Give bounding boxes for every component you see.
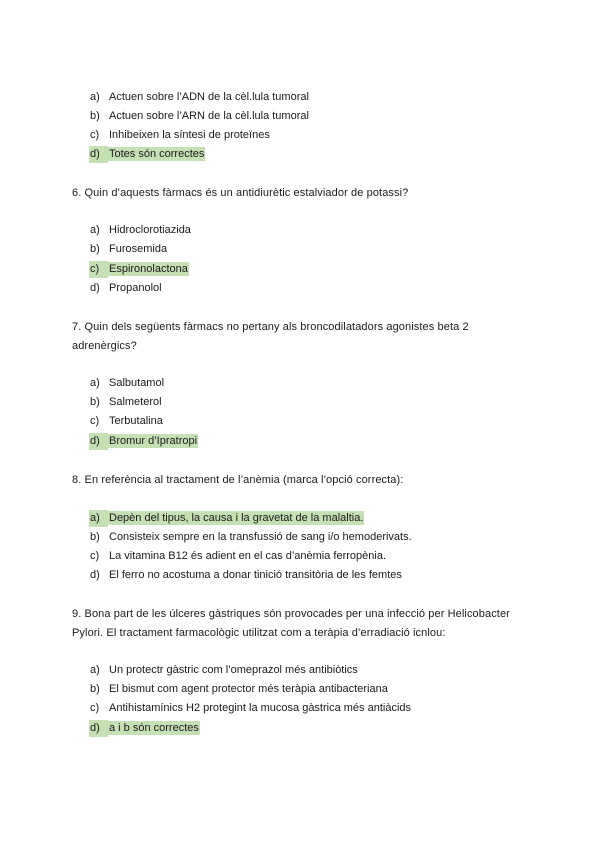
- option-text: Furosemida: [109, 243, 168, 255]
- option-text: Propanolol: [109, 282, 162, 294]
- q7-question-line2: adrenèrgics?: [72, 340, 137, 352]
- option-text: Depèn del tipus, la causa i la gravetat de la malaltia.: [109, 512, 364, 524]
- option-letter: b): [90, 531, 100, 543]
- q7-option-c: [90, 413, 164, 430]
- q7-option-a: [90, 375, 165, 392]
- q9-option-c: [90, 700, 412, 717]
- q6-option-d: [90, 280, 163, 297]
- option-letter: b): [90, 243, 100, 255]
- option-text: Totes són correctes: [109, 148, 205, 160]
- q7-question-line1: 7. Quin dels següents fàrmacs no pertany als broncodilatadors agonistes beta 2: [72, 321, 469, 333]
- q8-option-b: [90, 529, 413, 546]
- option-letter: d): [89, 720, 108, 737]
- option-text: La vitamina B12 és adient en el cas d’anèmia ferropènia.: [109, 550, 387, 562]
- option-text: El bismut com agent protector més teràpia antibacteriana: [109, 683, 388, 695]
- option-text: Antihistamínics H2 protegint la mucosa gàstrica més antiàcids: [109, 702, 412, 714]
- q8-option-d: [90, 567, 403, 584]
- option-letter: b): [90, 396, 100, 408]
- option-letter: d): [89, 433, 108, 450]
- option-letter: c): [90, 702, 100, 714]
- option-letter: d): [90, 282, 100, 294]
- q5-option-d-correct: [90, 146, 205, 163]
- option-letter: a): [89, 510, 108, 527]
- option-text: a i b són correctes: [109, 722, 199, 734]
- option-letter: a): [90, 91, 100, 103]
- option-letter: c): [90, 415, 100, 427]
- option-text: El ferro no acostuma a donar tinició transitòria de les femtes: [109, 569, 402, 581]
- q9-option-a: [90, 662, 359, 679]
- q7-option-b: [90, 394, 163, 411]
- q6-option-c-correct: [90, 261, 189, 278]
- option-text: Actuen sobre l’ADN de la cèl.lula tumoral: [109, 91, 309, 103]
- option-text: Hidroclorotiazida: [109, 224, 191, 236]
- option-letter: c): [89, 261, 108, 278]
- option-text: Salbutamol: [109, 377, 165, 389]
- q8-question: 8. En referència al tractament de l’anèmia (marca l’opció correcta):: [72, 474, 404, 486]
- option-text: Actuen sobre l’ARN de la cèl.lula tumoral: [109, 110, 309, 122]
- q5-option-b: [90, 108, 310, 125]
- option-letter: a): [90, 377, 100, 389]
- option-text: Terbutalina: [109, 415, 163, 427]
- q6-option-b: [90, 241, 168, 258]
- q9-option-b: [90, 681, 389, 698]
- option-letter: d): [90, 569, 100, 581]
- q5-option-c: [90, 127, 271, 144]
- q9-option-d-correct: [90, 720, 200, 737]
- option-text: Un protectr gàstric com l’omeprazol més antibiòtics: [109, 664, 358, 676]
- option-text: Bromur d’Ipratropi: [109, 435, 198, 447]
- option-letter: c): [90, 129, 100, 141]
- option-letter: a): [90, 664, 100, 676]
- option-letter: b): [90, 683, 100, 695]
- option-text: Inhibeixen la síntesi de proteïnes: [109, 129, 270, 141]
- option-letter: c): [90, 550, 100, 562]
- q9-question-line1: 9. Bona part de les úlceres gàstriques són provocades per una infecció per Helicobacter: [72, 608, 510, 620]
- option-text: Salmeterol: [109, 396, 162, 408]
- option-letter: b): [90, 110, 100, 122]
- q6-option-a: [90, 222, 192, 239]
- q8-option-a-correct: [90, 510, 364, 527]
- q9-question-line2: Pylori. El tractament farmacològic utilitzat com a teràpia d’erradiació icnlou:: [72, 627, 446, 639]
- q5-option-a: [90, 89, 310, 106]
- option-letter: a): [90, 224, 100, 236]
- option-text: Consisteix sempre en la transfussió de sang i/o hemoderivats.: [109, 531, 412, 543]
- option-letter: d): [89, 146, 108, 163]
- q6-question: 6. Quin d’aquests fàrmacs és un antidiurètic estalviador de potassi?: [72, 187, 409, 199]
- option-text: Espironolactona: [109, 263, 188, 275]
- q8-option-c: [90, 548, 387, 565]
- q7-option-d-correct: [90, 433, 198, 450]
